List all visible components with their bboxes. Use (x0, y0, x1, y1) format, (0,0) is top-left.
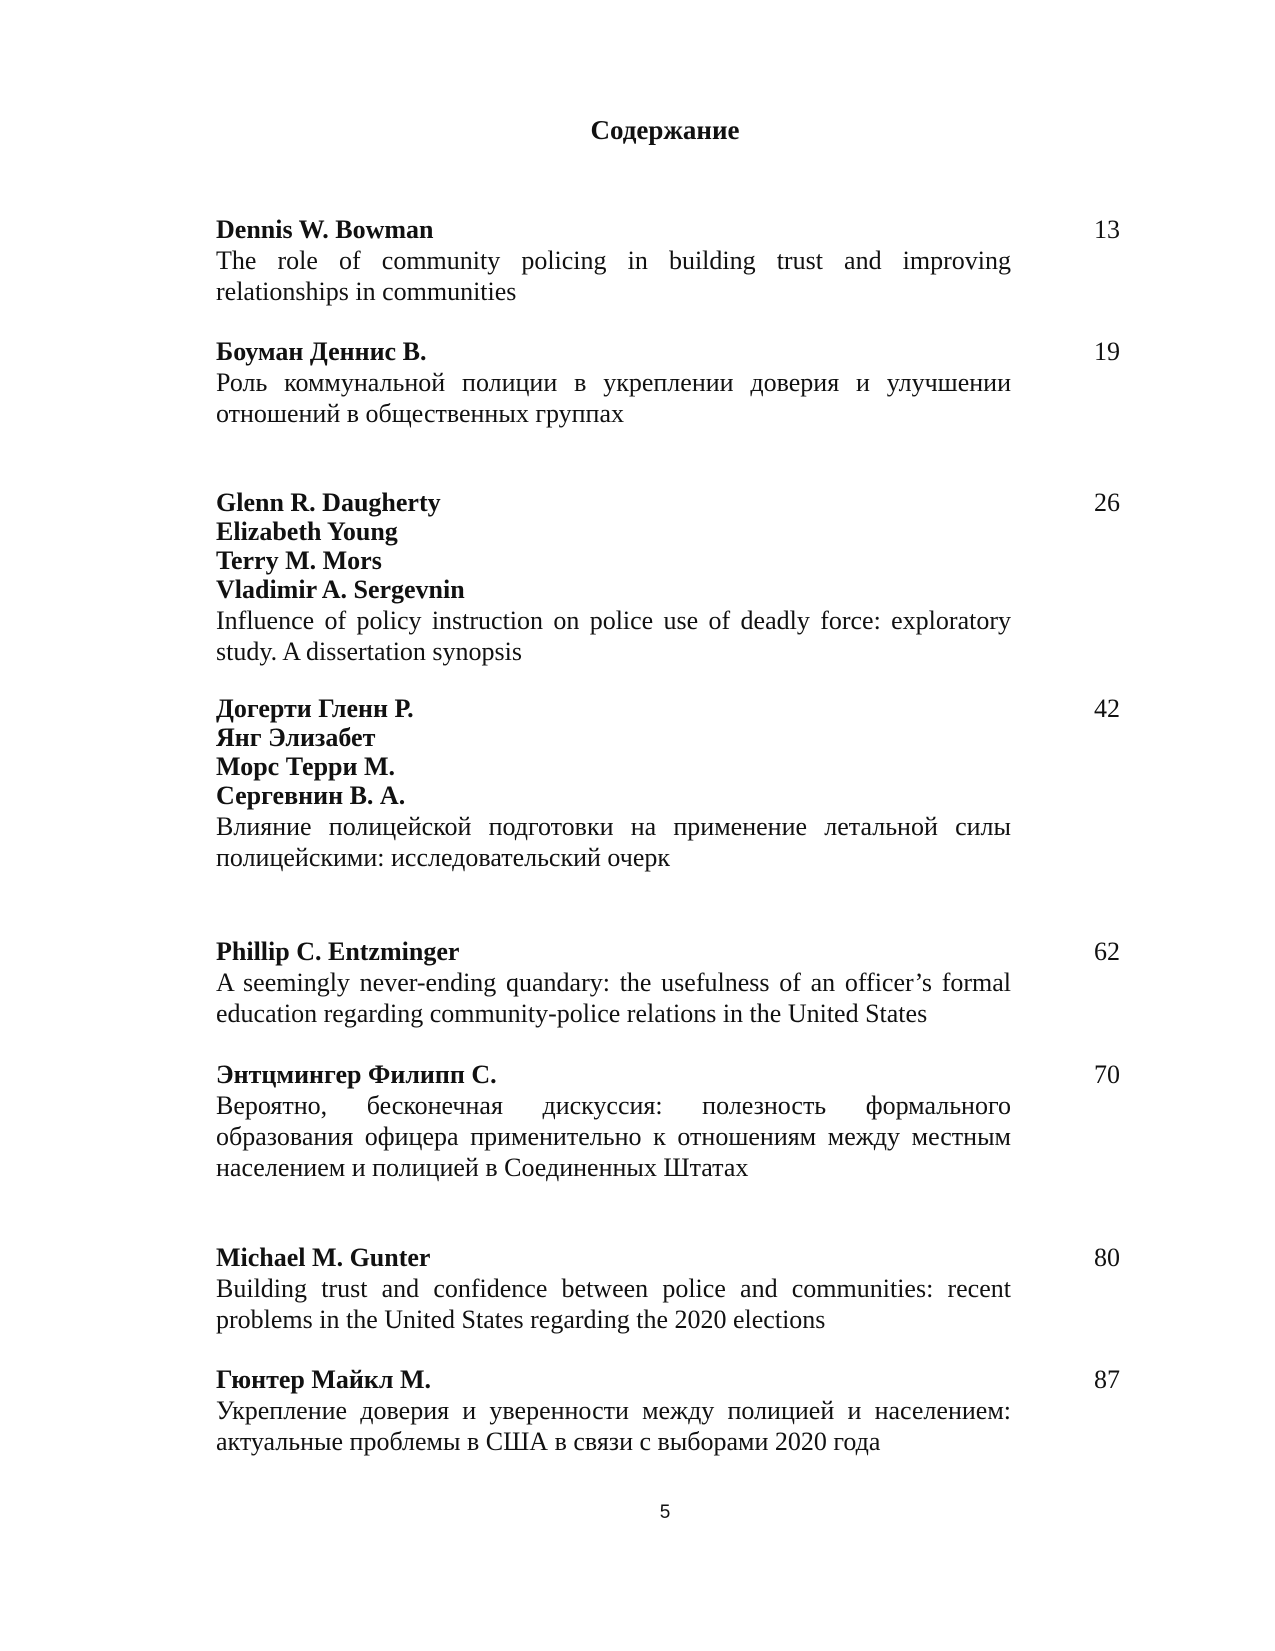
entry-authors (216, 937, 1120, 966)
author-name: Догерти Гленн Р. (216, 694, 414, 723)
toc-entry (216, 215, 1120, 307)
author-name: Морс Терри М. (216, 752, 396, 781)
toc-entry (216, 1365, 1120, 1457)
entry-title: Building trust and confidence between police and communities: recent problems in the United States regarding the 2020 elections (216, 1274, 1011, 1334)
entry-page-number: 42 (1094, 694, 1120, 723)
toc-entry (216, 1060, 1120, 1183)
entry-title: A seemingly never-ending quandary: the usefulness of an officer’s formal education regarding community-police relations in the United States (216, 968, 1011, 1028)
author-name: Янг Элизабет (216, 723, 376, 752)
entry-authors (216, 1365, 1120, 1394)
entry-page-number: 87 (1094, 1365, 1120, 1394)
entry-page-number: 62 (1094, 937, 1120, 966)
entry-title: Вероятно, бесконечная дискуссия: полезность формального образования офицера применительно к отношениям между местным населением и полицией в Соединенных Штатах (216, 1091, 1011, 1182)
toc-entry (216, 694, 1120, 873)
entry-page-number: 70 (1094, 1060, 1120, 1089)
author-name: Terry M. Mors (216, 546, 382, 575)
author-name: Elizabeth Young (216, 517, 398, 546)
entry-authors (216, 1060, 1120, 1089)
author-name: Dennis W. Bowman (216, 215, 434, 244)
entry-page-number: 19 (1094, 337, 1120, 366)
entry-title: Укрепление доверия и уверенности между полицией и населением: актуальные проблемы в США в связи с выборами 2020 года (216, 1396, 1011, 1456)
entry-title: The role of community policing in building trust and improving relationships in communities (216, 246, 1011, 306)
toc-entry (216, 337, 1120, 429)
author-name: Michael M. Gunter (216, 1243, 431, 1272)
entry-authors (216, 1243, 1120, 1272)
author-name: Glenn R. Daugherty (216, 488, 441, 517)
author-name: Боуман Деннис В. (216, 337, 427, 366)
toc-entry (216, 1243, 1120, 1335)
entry-page-number: 26 (1094, 488, 1120, 517)
entry-authors (216, 694, 1120, 810)
toc-entry (216, 937, 1120, 1029)
entry-authors (216, 337, 1120, 366)
entry-title: Влияние полицейской подготовки на применение летальной силы полицейскими: исследовательский очерк (216, 812, 1011, 872)
toc-entry (216, 488, 1120, 667)
author-name: Сергевнин В. А. (216, 781, 406, 810)
entry-authors (216, 488, 1120, 604)
author-name: Гюнтер Майкл М. (216, 1365, 431, 1394)
author-name: Phillip C. Entzminger (216, 937, 460, 966)
entry-title: Роль коммунальной полиции в укреплении доверия и улучшении отношений в общественных группах (216, 368, 1011, 428)
entry-title: Influence of policy instruction on police use of deadly force: exploratory study. A dissertation synopsis (216, 606, 1011, 666)
entry-authors (216, 215, 1120, 244)
author-name: Энтцмингер Филипп С. (216, 1060, 497, 1089)
entry-page-number: 13 (1094, 215, 1120, 244)
author-name: Vladimir A. Sergevnin (216, 575, 465, 604)
footer-page-number: 5 (659, 1502, 671, 1523)
page-title: Содержание (590, 115, 740, 145)
entry-page-number: 80 (1094, 1243, 1120, 1272)
